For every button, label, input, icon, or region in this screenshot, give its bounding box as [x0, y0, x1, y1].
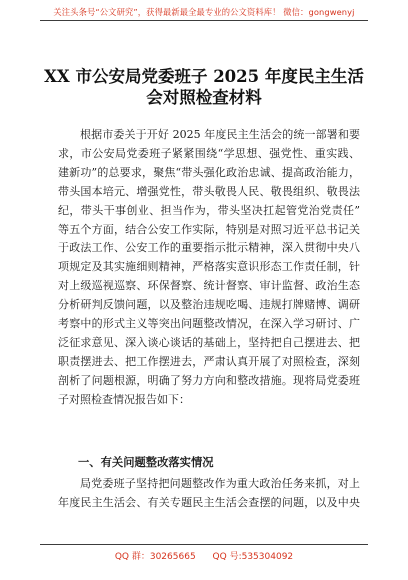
header-banner: 关注头条号“公文研究”，获得最新最全最专业的公文资料库！ 微信：gongwenyj — [53, 7, 355, 17]
text-line: 局党委班子坚持把问题整改作为重大政治任务来抓，对上 — [80, 477, 360, 490]
text-line: 考察中的形式主义等突出问题整改情况，在深入学习研讨、广 — [58, 317, 360, 331]
text-line: 分析研判反馈问题，以及整治违规吃喝、违规打牌赌博、调研 — [58, 298, 360, 312]
text-line: 剖析了问题根源，明确了努力方向和整改措施。现将局党委班 — [58, 373, 360, 387]
footer — [0, 549, 408, 562]
text-line: 建新功”的总要求，聚焦“带头强化政治忠诚、提高政治能力， — [58, 165, 360, 179]
text-line: 职责摆进去、把工作摆进去，严肃认真开展了对照检查，深刻 — [58, 354, 360, 368]
footer-divider — [40, 544, 368, 545]
text-line: 等五个方面，结合公安工作实际，特别是对照习近平总书记关 — [58, 222, 360, 236]
text-line: 子对照检查情况报告如下： — [58, 392, 190, 406]
text-line: 年度民主生活会、有关专题民主生活会查摆的问题，以及中央 — [58, 495, 360, 509]
footer-qq-group: QQ 群：30265665 — [114, 552, 196, 562]
text-line: 于政法工作、公安工作的重要指示批示精神，深入贯彻中央八 — [58, 241, 360, 255]
text-line: 带头国本培元、增强党性，带头敬畏人民、敬畏组织、敬畏法 — [58, 184, 360, 198]
text-line: 根据市委关于开好 2025 年度民主生活会的统一部署和要 — [80, 128, 360, 141]
text-line: 项规定及其实施细则精神，严格落实意识形态工作责任制，针 — [58, 260, 360, 274]
text-line: 对上级巡视巡察、环保督察、统计督察、审计监督、政治生态 — [58, 279, 360, 293]
header-divider — [40, 20, 368, 21]
text-line: 纪，带头干事创业、担当作为，带头坚决扛起管党治党责任” — [58, 203, 360, 217]
document-title — [36, 66, 372, 108]
title-line: XX 市公安局党委班子 2025 年度民主生活 — [44, 67, 364, 86]
footer-qq-number: QQ 号:535304092 — [212, 552, 294, 562]
section-heading: 一、有关问题整改落实情况 — [78, 456, 214, 469]
text-line: 泛征求意见、深入谈心谈话的基础上，坚持把自己摆进去、把 — [58, 335, 360, 349]
text-line: 求，市公安局党委班子紧紧围绕“学思想、强党性、重实践、 — [58, 146, 360, 160]
section-paragraph — [58, 475, 360, 513]
title-line: 会对照检查材料 — [146, 88, 262, 107]
intro-paragraph — [58, 126, 360, 410]
